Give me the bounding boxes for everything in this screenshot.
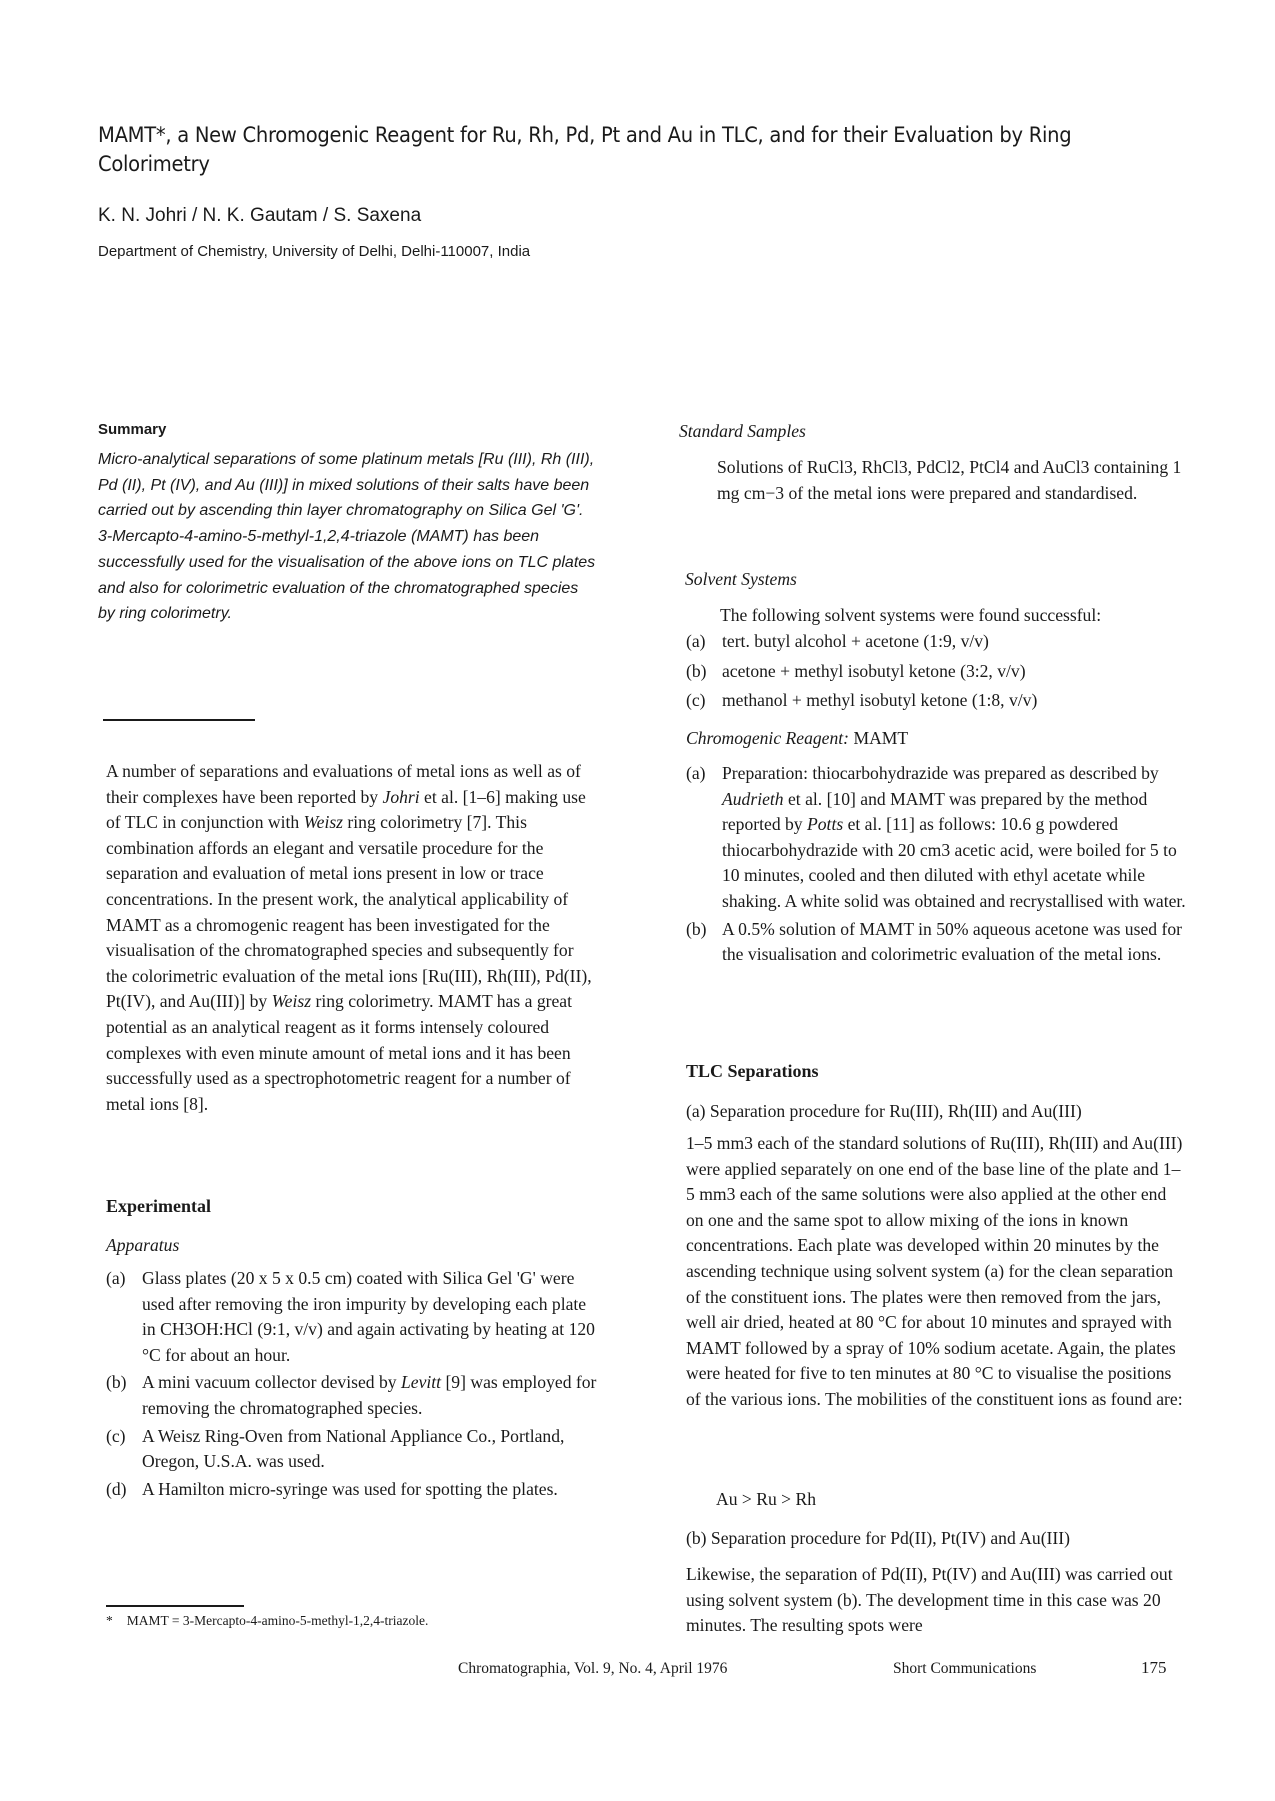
intro-author-weisz: Weisz <box>303 812 344 833</box>
item-label: (d) <box>106 1478 127 1499</box>
item-text-3: et al. [11] as follows: 10.6 g powdered thiocarbohydrazide with 20 cm3 acetic acid, were boiled for 5 to 10 minutes, cooled and then diluted with ethyl acetate while shaking. A white solid was obtained and recrystallised with water. <box>722 814 1186 911</box>
tlc-b-body: Likewise, the separation of Pd(II), Pt(IV) and Au(III) was carried out using solvent system (b). The development time in this case was 20 minutes. The resulting spots were <box>686 1564 1173 1636</box>
summary-divider <box>103 719 255 721</box>
item-text-1: Preparation: thiocarbohydrazide was prepared as described by <box>722 763 1159 783</box>
solvent-systems-heading: Solvent Systems <box>685 569 797 589</box>
item-label: (a) <box>106 1268 126 1288</box>
item-label: (c) <box>106 1425 126 1446</box>
intro-text-4: ring colorimetry. MAMT has a great potential as an analytical reagent as it forms intensely coloured complexes with even minute amount of metal ions and it has been successfully used as a spectrophotometric reagent for a number of metal ions [8]. <box>106 991 572 1114</box>
journal-citation: Chromatographia, Vol. 9, No. 4, April 1976 <box>458 1660 728 1677</box>
list-item <box>686 761 1186 915</box>
list-item <box>106 1266 598 1368</box>
tlc-a-heading: (a) Separation procedure for Ru(III), Rh(III) and Au(III) <box>686 1101 1082 1121</box>
item-text: A Weisz Ring-Oven from National Appliance Co., Portland, Oregon, U.S.A. was used. <box>142 1425 565 1472</box>
item-label: (a) <box>686 763 706 783</box>
tlc-a-body: 1–5 mm3 each of the standard solutions of Ru(III), Rh(III) and Au(III) were applied separately on one end of the base line of the plate and 1–5 mm3 each of the same solutions were also applied at the other end on one and the same spot to allow mixing of the ions in known concentrations. Each plate was developed within 20 minutes by the ascending technique using solvent system (a) for the clean separation of the constituent ions. The plates were then removed from the jars, well air dried, heated at 80 °C for about 10 minutes and sprayed with MAMT followed by a spray of 10% sodium acetate. Again, the plates were heated for five to ten minutes at 80 °C to visualise the positions of the various ions. The mobilities of the constituent ions as found are: <box>686 1133 1183 1409</box>
list-item <box>106 1370 598 1421</box>
item-text-2: et al. [10] and MAMT was prepared by the method reported by <box>722 788 1148 835</box>
item-text: acetone + methyl isobutyl ketone (3:2, v/v) <box>722 660 1026 681</box>
item-text: tert. butyl alcohol + acetone (1:9, v/v) <box>722 631 989 651</box>
intro-text-1: A number of separations and evaluations of metal ions as well as of their complexes have been reported by <box>106 761 581 807</box>
item-label: (b) <box>686 660 707 681</box>
affiliation: Department of Chemistry, University of Delhi, Delhi-110007, India <box>98 243 531 260</box>
chromogenic-list <box>686 761 1186 970</box>
item-text: A Hamilton micro-syringe was used for spotting the plates. <box>142 1478 558 1499</box>
intro-author-johri: Johri <box>382 786 420 807</box>
item-text: A 0.5% solution of MAMT in 50% aqueous acetone was used for the visualisation and colorimetric evaluation of the metal ions. <box>722 918 1182 965</box>
summary-heading: Summary <box>98 421 167 438</box>
item-text: Glass plates (20 x 5 x 0.5 cm) coated with Silica Gel 'G' were used after removing the iron impurity by developing each plate in CH3OH:HCl (9:1, v/v) and again activating by heating at 120 °C for about an hour. <box>142 1268 595 1365</box>
standard-samples-text: Solutions of RuCl3, RhCl3, PdCl2, PtCl4 and AuCl3 containing 1 mg cm−3 of the metal ions were prepared and standardised. <box>717 457 1182 503</box>
list-item <box>106 1477 598 1503</box>
section-label: Short Communications <box>893 1660 1037 1677</box>
footnote-divider <box>106 1605 244 1607</box>
solvent-systems-intro: The following solvent systems were found successful: <box>720 605 1102 625</box>
footnote <box>106 1613 442 1629</box>
list-item <box>686 629 1186 655</box>
standard-samples-heading: Standard Samples <box>679 421 806 441</box>
experimental-heading: Experimental <box>106 1196 211 1216</box>
footnote-text: MAMT = 3-Mercapto-4-amino-5-methyl-1,2,4-triazole. <box>126 1613 429 1628</box>
item-text <box>722 761 1186 915</box>
page-number: 175 <box>1141 1658 1167 1677</box>
item-label: (c) <box>686 690 706 711</box>
footnote-mark: * <box>106 1613 113 1628</box>
item-label: (b) <box>686 918 707 939</box>
item-text-post: [9] was employed for removing the chromatographed species. <box>142 1372 597 1418</box>
chromogenic-heading-value: MAMT <box>853 728 909 748</box>
item-text <box>142 1370 598 1421</box>
item-text: methanol + methyl isobutyl ketone (1:8, v/v) <box>722 690 1038 711</box>
list-item <box>686 659 1186 685</box>
tlc-heading: TLC Separations <box>686 1061 819 1081</box>
item-author-levitt: Levitt <box>400 1372 442 1393</box>
mobility-order: Au > Ru > Rh <box>716 1489 817 1509</box>
intro-text-2: et al. [1–6] making use of TLC in conjunction with <box>106 786 586 833</box>
list-item <box>106 1424 598 1475</box>
list-item <box>686 688 1186 714</box>
authors: K. N. Johri / N. K. Gautam / S. Saxena <box>98 205 422 226</box>
apparatus-heading: Apparatus <box>106 1235 180 1255</box>
item-label: (a) <box>686 631 706 651</box>
chromogenic-heading-label: Chromogenic Reagent: <box>686 728 850 748</box>
intro-text-3: ring colorimetry [7]. This combination affords an elegant and versatile procedure for the separation and evaluation of metal ions present in low or trace concentrations. In the present work, the analytical applicability of MAMT as a chromogenic reagent has been investigated for the visualisation of the chromatographed species and subsequently for the colorimetric evaluation of the metal ions [Ru(III), Rh(III), Pd(II), Pt(IV), and Au(III)] by <box>106 812 592 1012</box>
item-author-potts: Potts <box>807 814 844 835</box>
summary-text: Micro-analytical separations of some platinum metals [Ru (III), Rh (III), Pd (II), Pt (IV), and Au (III)] in mixed solutions of their salts have been carried out by ascending thin layer chromatography on Silica Gel 'G'. 3-Mercapto-4-amino-5-methyl-1,2,4-triazole (MAMT) has been successfully used for the visualisation of the above ions on TLC plates and also for colorimetric evaluation of the chromatographed species by ring colorimetry. <box>98 451 596 623</box>
item-author-audrieth: Audrieth <box>722 788 784 809</box>
apparatus-list <box>106 1266 598 1504</box>
tlc-b-heading: (b) Separation procedure for Pd(II), Pt(IV) and Au(III) <box>686 1528 1070 1548</box>
item-text-pre: A mini vacuum collector devised by <box>142 1372 401 1393</box>
list-item <box>686 917 1186 968</box>
intro-paragraph <box>106 759 594 1117</box>
solvent-list <box>686 629 1186 718</box>
item-label: (b) <box>106 1372 127 1393</box>
chromogenic-heading <box>686 726 908 752</box>
intro-author-weisz-2: Weisz <box>271 991 312 1012</box>
paper-title: MAMT*, a New Chromogenic Reagent for Ru, Rh, Pd, Pt and Au in TLC, and for their Evaluation by Ring Colorimetry <box>98 123 1072 176</box>
